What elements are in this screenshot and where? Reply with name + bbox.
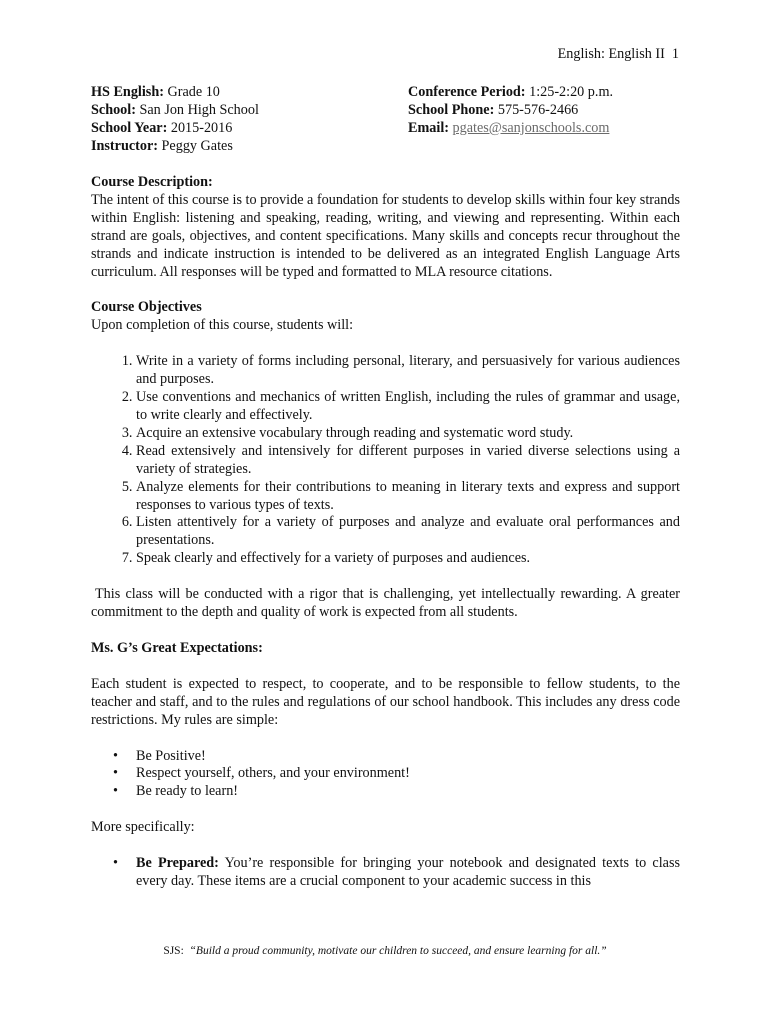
course-description-heading: Course Description:	[91, 174, 213, 190]
list-item: • Be Positive!	[136, 748, 680, 766]
info-left-column	[91, 84, 408, 156]
info-label: Conference Period:	[408, 84, 526, 100]
page-footer	[0, 944, 770, 958]
info-school	[91, 102, 408, 120]
course-objectives-intro: Upon completion of this course, students will:	[91, 317, 354, 334]
list-item: 3. Acquire an extensive vocabulary through reading and systematic word study.	[136, 425, 680, 443]
info-value: 575-576-2466	[497, 101, 579, 118]
expectations-text: Each student is expected to respect, to cooperate, and to be responsible to fellow students, to the teacher and staff, and to the rules and regulations of our school handbook. This includes any dress code restrictions. My rules are simple:	[91, 675, 680, 728]
list-item: 2. Use conventions and mechanics of written English, including the rules of grammar and usage, to write clearly and effectively.	[136, 389, 680, 425]
running-title: English: English II	[557, 46, 665, 62]
objectives-list	[91, 353, 680, 568]
info-label: Email:	[408, 119, 449, 136]
document-body	[91, 174, 680, 891]
page-number: 1	[671, 46, 679, 62]
info-label: HS English:	[91, 84, 164, 100]
specific-text: You’re responsible for bringing your notebook and designated texts to class every day. These items are a crucial component to your academic success in this	[136, 855, 680, 890]
info-instructor	[91, 138, 408, 156]
list-item: • Be ready to learn!	[136, 783, 680, 801]
info-value: Peggy Gates	[161, 137, 233, 154]
specific-label: Be Prepared:	[136, 855, 219, 872]
list-item: 6. Listen attentively for a variety of purposes and analyze and evaluate oral performances and presentations.	[136, 514, 680, 550]
info-value: San Jon High School	[139, 101, 259, 118]
info-value: 2015-2016	[170, 119, 233, 136]
footer-prefix: SJS:	[163, 945, 184, 957]
info-label: School Year:	[91, 119, 168, 136]
list-item: 7. Speak clearly and effectively for a variety of purposes and audiences.	[136, 550, 680, 568]
info-label: School Phone:	[408, 101, 495, 118]
info-value: Grade 10	[167, 84, 220, 100]
more-specifically-text: More specifically:	[91, 819, 195, 836]
email-link[interactable]: pgates@sanjonschools.com	[452, 119, 610, 136]
course-info	[91, 84, 681, 156]
info-grade	[91, 84, 408, 102]
course-objectives-heading: Course Objectives	[91, 299, 202, 316]
list-item	[136, 855, 680, 891]
course-description-text: The intent of this course is to provide a foundation for students to develop skills within four key strands within English: listening and speaking, reading, writing, and viewing and representing. Within each strand are goals, objectives, and content specifications. Many skills and concepts recur throughout the strands and indicate instruction is intended to be delivered as an integrated English Language Arts curriculum. All responses will be typed and formatted to MLA resource citations.	[91, 191, 680, 280]
list-item: • Respect yourself, others, and your environment!	[136, 765, 680, 783]
info-email	[408, 120, 681, 138]
expectations-heading: Ms. G’s Great Expectations:	[91, 639, 263, 656]
running-header	[558, 46, 679, 64]
rules-list	[91, 748, 680, 802]
course-closing-text: This class will be conducted with a rigor that is challenging, yet intellectually rewarding. A greater commitment to the depth and quality of work is expected from all students.	[91, 586, 680, 621]
footer-quote: “Build a proud community, motivate our children to succeed, and ensure learning for all.”	[189, 945, 607, 957]
info-right-column	[408, 84, 681, 156]
info-school-year	[91, 120, 408, 138]
list-item: 4. Read extensively and intensively for different purposes in varied diverse selections using a variety of strategies.	[136, 443, 680, 479]
list-item: 1. Write in a variety of forms including personal, literary, and persuasively for various audiences and purposes.	[136, 353, 680, 389]
list-item: 5. Analyze elements for their contributions to meaning in literary texts and express and support responses to various types of texts.	[136, 479, 680, 515]
info-label: School:	[91, 101, 136, 118]
info-school-phone	[408, 102, 681, 120]
info-value: 1:25-2:20 p.m.	[529, 84, 614, 100]
info-conference-period	[408, 84, 681, 102]
specifics-list	[91, 855, 680, 891]
info-label: Instructor:	[91, 137, 158, 154]
